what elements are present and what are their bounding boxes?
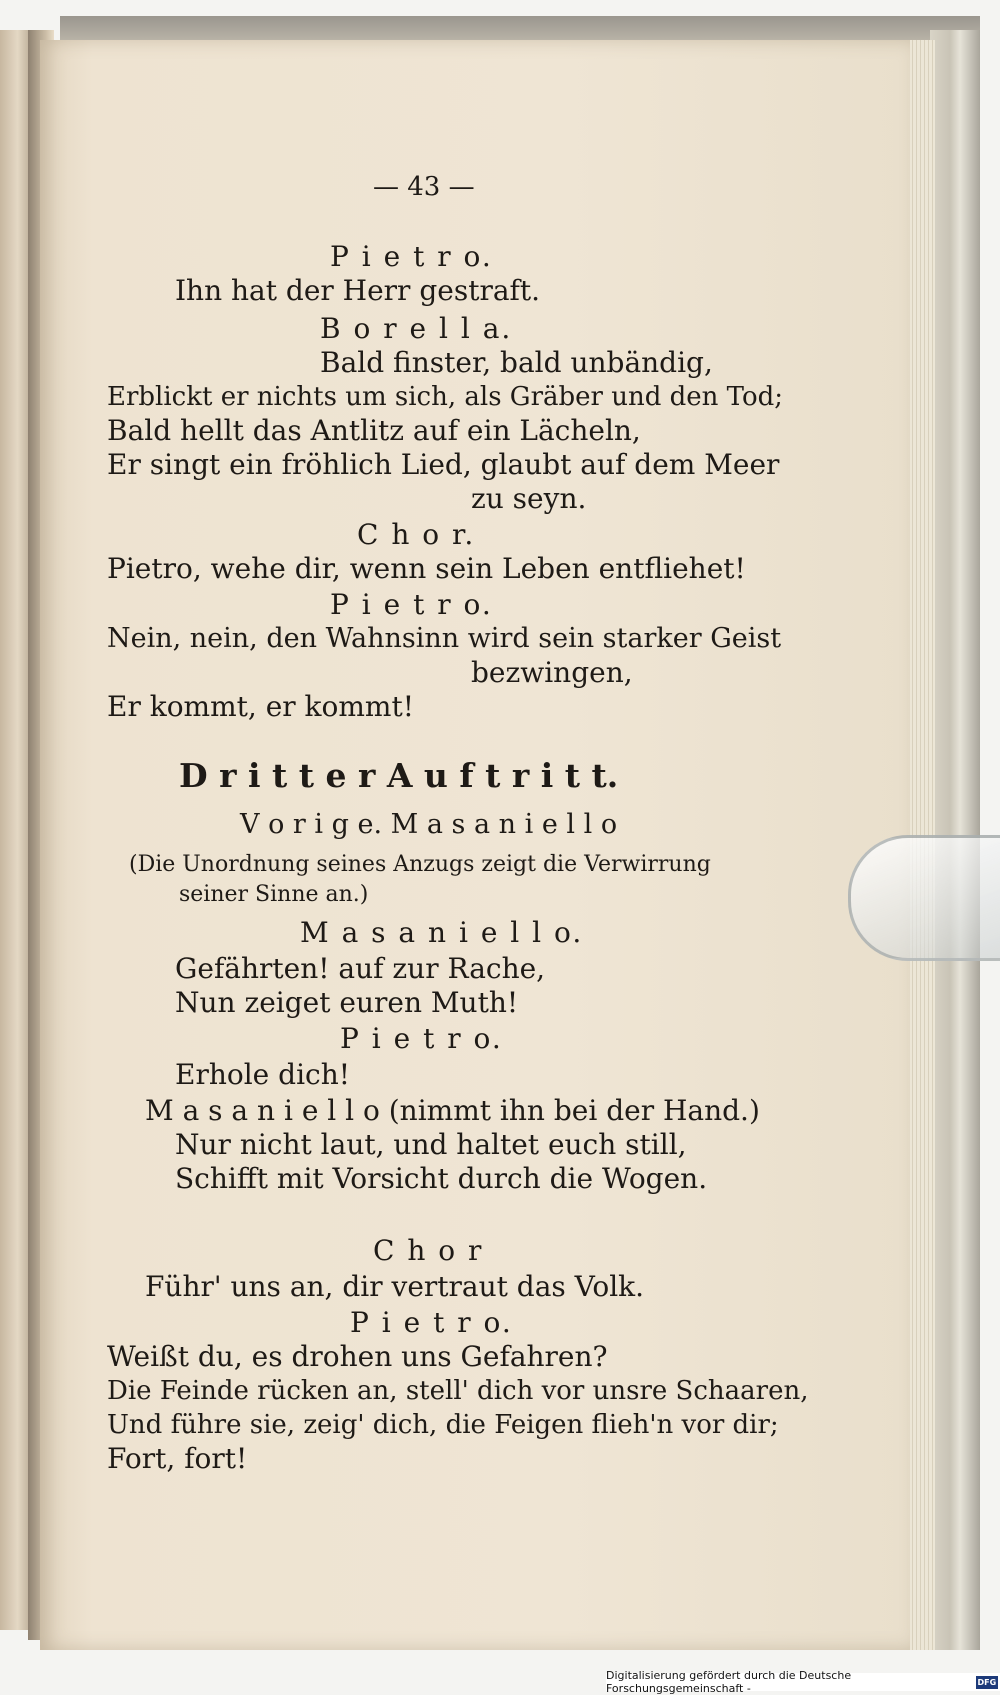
page-clip: [848, 835, 1000, 961]
stage-direction: seiner Sinne an.): [179, 882, 369, 907]
credit-text: Digitalisierung gefördert durch die Deutsche Forschungsgemeinschaft -: [606, 1669, 852, 1695]
verse-line: Bald hellt das Antlitz auf ein Lächeln,: [107, 414, 641, 447]
verse-line: Erblickt er nichts um sich, als Gräber und den Tod;: [107, 382, 784, 412]
speaker-chor: C h o r.: [357, 518, 476, 551]
verse-line: Nein, nein, den Wahnsinn wird sein starker Geist: [107, 623, 782, 654]
page-number: — 43 —: [373, 172, 475, 202]
dfg-logo: DFG: [977, 1677, 997, 1687]
digitization-credit: [606, 1669, 1000, 1695]
verse-line: Gefährten! auf zur Rache,: [175, 952, 546, 985]
verse-line: Weißt du, es drohen uns Gefahren?: [107, 1340, 608, 1373]
verse-line: Ihn hat der Herr gestraft.: [175, 274, 541, 307]
verse-line: Und führe sie, zeig' dich, die Feigen flieh'n vor dir;: [107, 1410, 779, 1440]
verse-line: Führ' uns an, dir vertraut das Volk.: [145, 1270, 645, 1303]
verse-line: zu seyn.: [471, 482, 587, 515]
verse-line: Nur nicht laut, und haltet euch still,: [175, 1128, 687, 1161]
scene-heading: D r i t t e r A u f t r i t t.: [179, 756, 619, 795]
verse-line: Schifft mit Vorsicht durch die Wogen.: [175, 1162, 708, 1195]
speaker-chor: C h o r: [373, 1234, 484, 1267]
stage-direction: (Die Unordnung seines Anzugs zeigt die Verwirrung: [129, 852, 711, 877]
verse-line: Er singt ein fröhlich Lied, glaubt auf dem Meer: [107, 448, 780, 481]
verse-line: Die Feinde rücken an, stell' dich vor unsre Schaaren,: [107, 1376, 809, 1406]
speaker-pietro: P i e t r o.: [340, 1022, 503, 1055]
verse-line: M a s a n i e l l o (nimmt ihn bei der Hand.): [145, 1094, 760, 1127]
verse-line: bezwingen,: [471, 656, 633, 689]
speaker-pietro: P i e t r o.: [330, 588, 493, 621]
speaker-borella: B o r e l l a.: [320, 312, 513, 345]
verse-line: Er kommt, er kommt!: [107, 690, 414, 723]
verse-line: Pietro, wehe dir, wenn sein Leben entfliehet!: [107, 552, 746, 585]
speaker-masaniello: M a s a n i e l l o.: [300, 916, 584, 949]
stage-characters: V o r i g e. M a s a n i e l l o: [240, 809, 618, 840]
speaker-pietro: P i e t r o.: [330, 240, 493, 273]
speaker-pietro: P i e t r o.: [350, 1306, 513, 1339]
verse-line: Bald finster, bald unbändig,: [320, 346, 713, 379]
verse-line: Erhole dich!: [175, 1058, 350, 1091]
verse-line: Nun zeiget euren Muth!: [175, 986, 519, 1019]
verse-line: Fort, fort!: [107, 1442, 248, 1475]
